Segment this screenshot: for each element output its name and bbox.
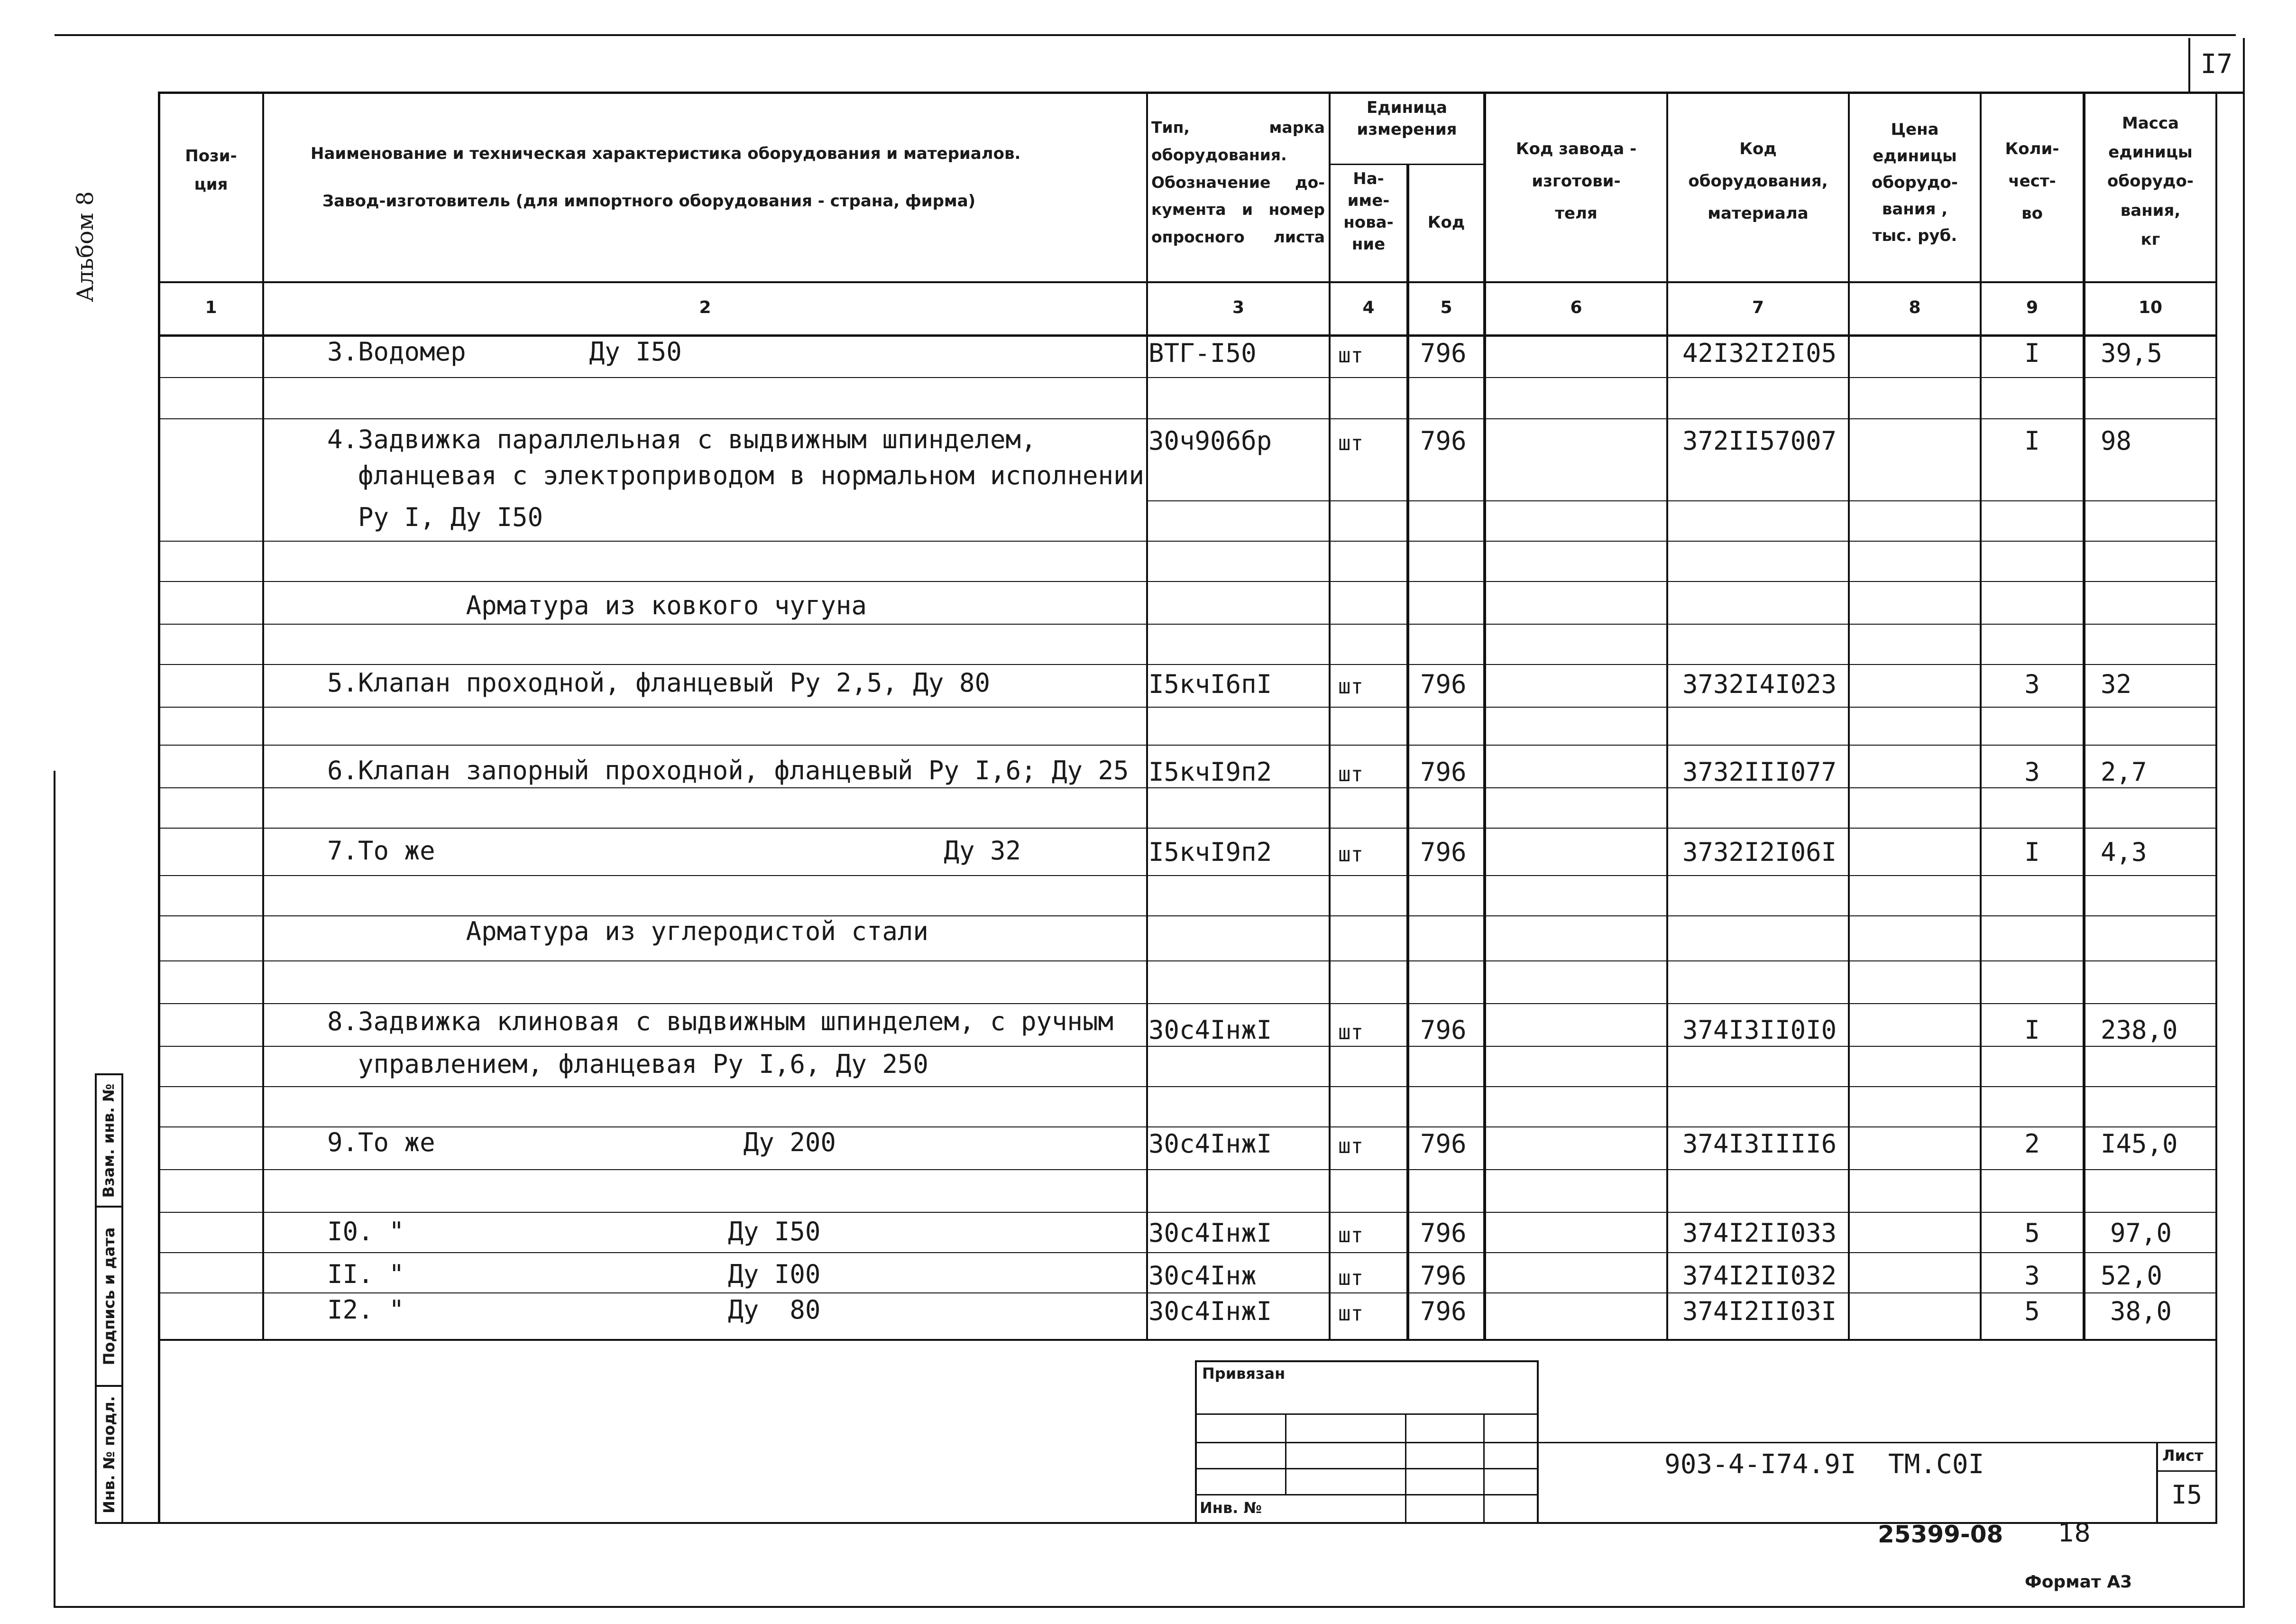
row-mass: 98 xyxy=(2101,426,2132,456)
list-label: Лист xyxy=(2162,1447,2204,1465)
stamp-col1 xyxy=(1285,1413,1286,1494)
section-title: Арматура из углеродистой стали xyxy=(327,916,928,946)
table-right-border xyxy=(2215,92,2217,1341)
row-line xyxy=(159,1212,2216,1213)
designation-top xyxy=(1539,1442,2217,1443)
row-mass: 2,7 xyxy=(2101,757,2147,787)
row-mass: 32 xyxy=(2101,669,2132,699)
titleblock-right xyxy=(2215,1339,2217,1524)
header-type: Тип, марка оборудования. Обозначение до- кумента и номер опросного листа xyxy=(1151,118,1325,246)
row-type: 30с4IнжI xyxy=(1148,1015,1272,1045)
archive-number: 25399-08 xyxy=(1878,1521,2003,1548)
row-line xyxy=(159,745,2216,746)
row-unit-code: 796 xyxy=(1420,426,1467,456)
row-line xyxy=(159,1046,2216,1047)
stamp-row4 xyxy=(1195,1494,1539,1495)
row-code: 3732I4I023 xyxy=(1682,669,1837,699)
row-line xyxy=(159,960,2216,961)
colnum-10: 10 xyxy=(2138,298,2163,317)
row-type: 30с4IнжI xyxy=(1148,1129,1272,1159)
outer-left-border xyxy=(54,771,55,1608)
stamp-row1 xyxy=(1195,1413,1539,1415)
row-unit: шт xyxy=(1338,762,1363,786)
header-equipment-code: Код оборудования, материала xyxy=(1688,139,1828,223)
row-line xyxy=(159,707,2216,708)
list-number: I5 xyxy=(2171,1480,2203,1510)
row-name-cont: фланцевая с электроприводом в нормальном исполнении xyxy=(327,461,1145,490)
row-mass: 4,3 xyxy=(2101,837,2147,867)
header-unit-code: Код xyxy=(1427,213,1465,232)
row-line xyxy=(159,787,2216,788)
row-unit: шт xyxy=(1338,842,1363,867)
outer-bottom-border xyxy=(54,1606,2244,1608)
header-name-line2: Завод-изготовитель (для импортного оборудования - страна, фирма) xyxy=(322,192,976,211)
side-strip-right xyxy=(121,1073,123,1524)
col-sep-3 xyxy=(1329,92,1331,1341)
row-line xyxy=(159,418,2216,419)
row-unit: шт xyxy=(1338,343,1363,368)
row-name: 4.Задвижка параллельная с выдвижным шпинделем, xyxy=(327,424,1037,454)
row-line xyxy=(159,1169,2216,1170)
table-bottom-border xyxy=(159,1339,2216,1341)
album-label: Альбом 8 xyxy=(72,191,99,302)
row-code: 3732III077 xyxy=(1682,757,1837,787)
row-type: 30ч906бр xyxy=(1148,426,1272,456)
stamp-col2 xyxy=(1405,1413,1406,1524)
sheet-number: I7 xyxy=(2200,49,2233,80)
row-type: 30с4Iнж xyxy=(1148,1261,1257,1291)
row-line xyxy=(1147,500,2216,501)
col-sep-5 xyxy=(1483,92,1486,1341)
header-unit-group: Единица измерения xyxy=(1357,98,1457,139)
table-top-border xyxy=(159,92,2245,94)
row-mass: 97,0 xyxy=(2110,1218,2172,1248)
row-type: 30с4IнжI xyxy=(1148,1218,1272,1248)
col-sep-1 xyxy=(262,92,264,1341)
stamp-row3 xyxy=(1195,1468,1539,1469)
row-qty: 5 xyxy=(2024,1296,2040,1326)
col-sep-9 xyxy=(2083,92,2085,1341)
side-label-inv-podl: Инв. № подл. xyxy=(100,1396,118,1513)
row-line xyxy=(159,1086,2216,1087)
row-unit-code: 796 xyxy=(1420,669,1467,699)
header-price: Цена единицы оборудо- вания , тыс. руб. xyxy=(1872,120,1958,246)
row-line xyxy=(159,1252,2216,1253)
row-code: 3732I2I06I xyxy=(1682,837,1837,867)
stamp-col3 xyxy=(1483,1413,1485,1524)
row-line xyxy=(159,828,2216,829)
row-name: I2. " Ду 80 xyxy=(327,1295,821,1325)
row-type: I5кчI9п2 xyxy=(1148,837,1272,867)
row-unit-code: 796 xyxy=(1420,757,1467,787)
row-name: 5.Клапан проходной, фланцевый Ру 2,5, Ду 80 xyxy=(327,668,990,698)
row-code: 374I3II0I0 xyxy=(1682,1015,1837,1045)
row-code: 42I32I2I05 xyxy=(1682,338,1837,368)
row-line xyxy=(159,377,2216,378)
row-name: 8.Задвижка клиновая с выдвижным шпинделем, с ручным xyxy=(327,1006,1114,1036)
row-qty: I xyxy=(2024,1015,2040,1045)
row-unit-code: 796 xyxy=(1420,1015,1467,1045)
row-unit: шт xyxy=(1338,1020,1363,1044)
row-qty: 3 xyxy=(2024,1261,2040,1291)
stamp-inv-no: Инв. № xyxy=(1200,1499,1262,1517)
row-unit-code: 796 xyxy=(1420,1129,1467,1159)
row-name: 9.То же Ду 200 xyxy=(327,1127,836,1157)
row-line xyxy=(159,1292,2216,1293)
row-line xyxy=(159,624,2216,625)
row-unit-code: 796 xyxy=(1420,1261,1467,1291)
row-type: I5кчI6пI xyxy=(1148,669,1272,699)
row-qty: I xyxy=(2024,338,2040,368)
header-bottom xyxy=(159,281,2216,283)
header-mass: Масса единицы оборудо- вания, кг xyxy=(2107,114,2194,249)
row-unit: шт xyxy=(1338,1266,1363,1290)
unit-group-divider xyxy=(1330,164,1484,165)
header-quantity: Коли- чест- во xyxy=(2005,139,2059,223)
row-name-cont: Ру I, Ду I50 xyxy=(327,502,543,532)
outer-right-border xyxy=(2243,38,2245,1608)
row-unit: шт xyxy=(1338,1223,1363,1247)
row-unit: шт xyxy=(1338,431,1363,455)
page-number: 18 xyxy=(2058,1518,2091,1548)
row-qty: I xyxy=(2024,426,2040,456)
header-unit-name: На- име- нова- ние xyxy=(1343,169,1394,254)
row-code: 374I2II03I xyxy=(1682,1296,1837,1326)
row-line xyxy=(159,664,2216,665)
row-line xyxy=(159,1003,2216,1004)
row-name: 3.Водомер Ду I50 xyxy=(327,337,682,367)
section-title: Арматура из ковкого чугуна xyxy=(327,591,867,620)
row-qty: 5 xyxy=(2024,1218,2040,1248)
document-designation: 903-4-I74.9I ТМ.С0I xyxy=(1664,1449,1984,1480)
row-unit-code: 796 xyxy=(1420,1296,1467,1326)
col-sep-2 xyxy=(1146,92,1148,1341)
header-position: Пози- ция xyxy=(185,147,237,194)
stamp-privyazan: Привязан xyxy=(1202,1365,1286,1383)
list-box-divider xyxy=(2156,1470,2217,1472)
colnum-7: 7 xyxy=(1752,298,1764,317)
colnum-1: 1 xyxy=(205,298,217,317)
colnum-5: 5 xyxy=(1440,298,1452,317)
row-name: I0. " Ду I50 xyxy=(327,1217,821,1246)
header-name-line1: Наименование и техническая характеристика оборудования и материалов. xyxy=(311,144,1021,163)
row-mass: 238,0 xyxy=(2101,1015,2178,1045)
row-line xyxy=(159,541,2216,542)
colnum-4: 4 xyxy=(1362,298,1375,317)
row-type: 30с4IнжI xyxy=(1148,1296,1272,1326)
row-mass: 39,5 xyxy=(2101,338,2163,368)
row-qty: I xyxy=(2024,837,2040,867)
header-plant-code: Код завода - изготови- теля xyxy=(1515,139,1637,223)
colnum-6: 6 xyxy=(1570,298,1582,317)
stamp-row2 xyxy=(1195,1442,1539,1443)
format-label: Формат А3 xyxy=(2025,1572,2132,1592)
row-unit: шт xyxy=(1338,674,1363,699)
row-name: 7.То же Ду 32 xyxy=(327,836,1021,866)
col-sep-7 xyxy=(1848,92,1850,1341)
colnum-9: 9 xyxy=(2026,298,2039,317)
row-mass: I45,0 xyxy=(2101,1129,2178,1159)
row-unit: шт xyxy=(1338,1301,1363,1326)
colnum-3: 3 xyxy=(1232,298,1245,317)
row-type: ВТГ-I50 xyxy=(1148,338,1257,368)
row-qty: 3 xyxy=(2024,669,2040,699)
row-code: 374I3IIII6 xyxy=(1682,1129,1837,1159)
row-mass: 52,0 xyxy=(2101,1261,2163,1291)
top-rule xyxy=(55,34,2236,36)
side-label-vzam-inv: Взам. инв. № xyxy=(100,1083,118,1198)
row-unit-code: 796 xyxy=(1420,1218,1467,1248)
side-label-podpis-data: Подпись и дата xyxy=(100,1227,118,1366)
row-line xyxy=(159,875,2216,876)
row-unit: шт xyxy=(1338,1134,1363,1158)
row-name-cont: управлением, фланцевая Ру I,6, Ду 250 xyxy=(327,1049,928,1079)
row-mass: 38,0 xyxy=(2110,1296,2172,1326)
row-unit-code: 796 xyxy=(1420,837,1467,867)
row-unit-code: 796 xyxy=(1420,338,1467,368)
row-type: I5кчI9п2 xyxy=(1148,757,1272,787)
row-qty: 3 xyxy=(2024,757,2040,787)
col-sep-4 xyxy=(1406,164,1409,1341)
row-name: 6.Клапан запорный проходной, фланцевый Ру I,6; Ду 25 xyxy=(327,756,1129,785)
row-code: 374I2II033 xyxy=(1682,1218,1837,1248)
row-code: 374I2II032 xyxy=(1682,1261,1837,1291)
row-code: 372II57007 xyxy=(1682,426,1837,456)
row-qty: 2 xyxy=(2024,1129,2040,1159)
stamp-top xyxy=(1195,1360,1539,1362)
row-line xyxy=(159,581,2216,582)
row-name: II. " Ду I00 xyxy=(327,1259,821,1289)
colnum-8: 8 xyxy=(1909,298,1921,317)
colnum-2: 2 xyxy=(699,298,711,317)
col-sep-6 xyxy=(1666,92,1668,1341)
side-strip-bottom xyxy=(95,1522,160,1524)
